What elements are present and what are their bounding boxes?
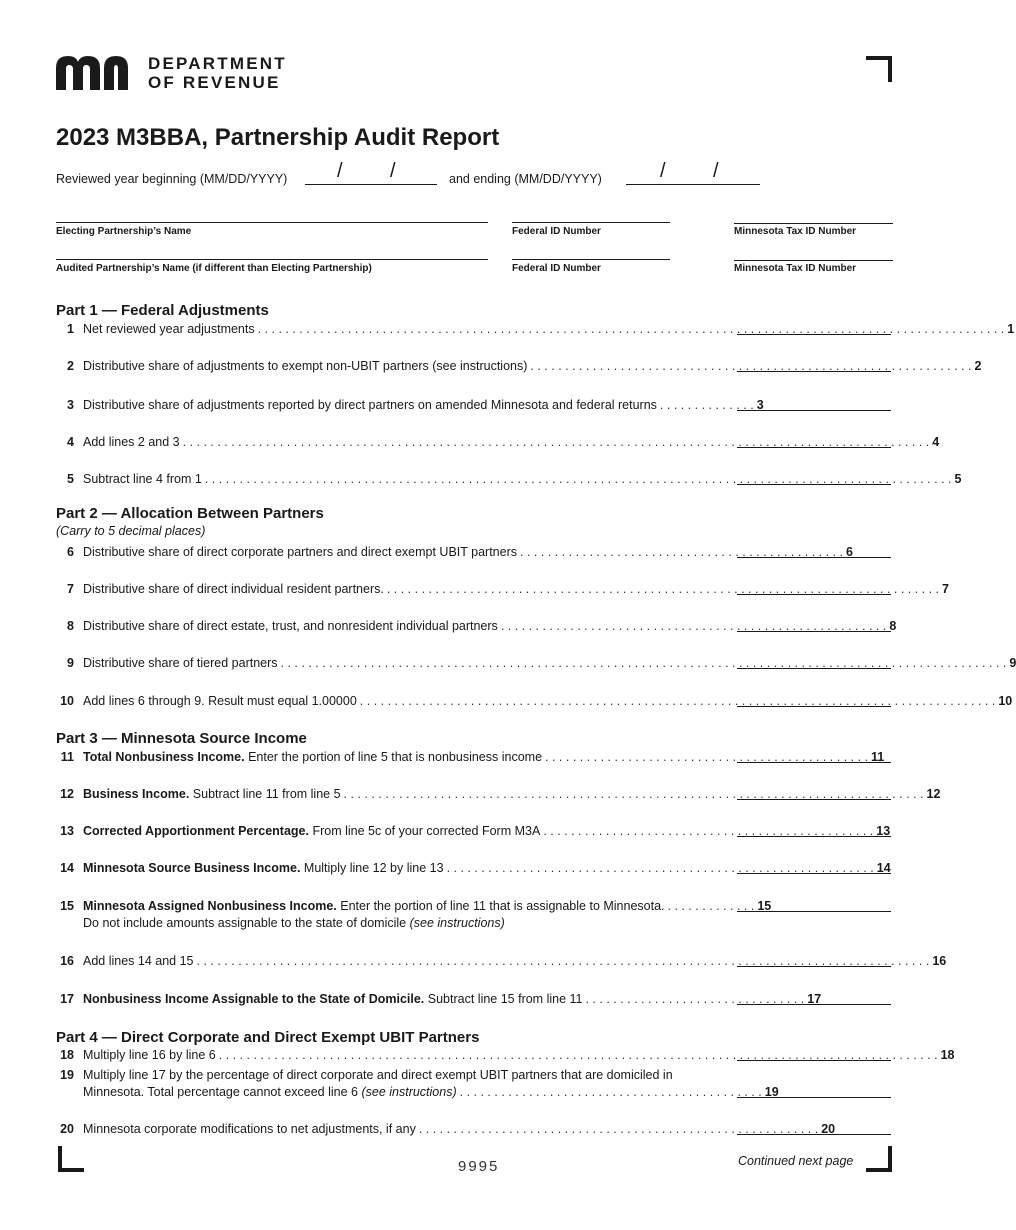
line-text-2: Minnesota. Total percentage cannot exceed line 6: [83, 1085, 358, 1099]
reviewed-end-date-field[interactable]: [626, 160, 760, 185]
line-ref: 10: [998, 694, 1013, 708]
line-text-2: Do not include amounts assignable to the state of domicile: [83, 916, 407, 930]
leader-dots: . . . . . . . . . . . . . . . . . . . . . . . . . . . . . . . . . . . . . . . . . . . . . . . . . . . . . . . . . . . . . . . . . . . . . . . . . . . . . . . . . . . . . . . . . . . . . . . . . . . . . . . .: [218, 1048, 938, 1062]
line-12-input[interactable]: [737, 781, 891, 800]
leader-dots: . . . . . . . . . . . . . . . . . . . . . . . . . . . . . . . .: [585, 992, 805, 1006]
line-ref: 12: [926, 787, 941, 801]
date-slash: /: [660, 160, 666, 182]
leader-dots: . . . . . . . . . . . . . . . . . . . . . . . . . . . . . . . . . . . . . . . . . . . .: [459, 1085, 762, 1099]
line-4-input[interactable]: [737, 429, 891, 448]
line-20-input[interactable]: [737, 1116, 891, 1135]
leader-dots: . . . . . . . . . . . . . .: [659, 398, 754, 412]
line-8-input[interactable]: [737, 613, 891, 632]
line-number: 19: [60, 1068, 74, 1082]
leader-dots: . . . . . . . . . . . . . . . . . . . . . . . . . . . . . . . . . . . . . . . . . . . . . . .: [520, 545, 843, 559]
line-ref: 6: [845, 545, 853, 559]
line-number: 20: [60, 1122, 74, 1136]
line-bold-text: Total Nonbusiness Income.: [83, 750, 245, 764]
line-number: 6: [67, 545, 74, 559]
line-ref: 8: [889, 619, 897, 633]
line-bold-text: Nonbusiness Income Assignable to the State of Domicile.: [83, 992, 425, 1006]
line-text: Minnesota corporate modifications to net adjustments, if any: [83, 1122, 416, 1136]
audited-partnership-name-field[interactable]: [56, 241, 488, 260]
electing-partnership-name-label: Electing Partnership’s Name: [56, 226, 192, 237]
line-italic-text: (see instructions): [361, 1085, 457, 1099]
form-title: 2023 M3BBA, Partnership Audit Report: [56, 124, 500, 151]
line-number: 7: [67, 582, 74, 596]
leader-dots: . . . . . . . . . . . . . . . . . . . . . . . . . . . . . . . . . . . . . . . . . . . . . . . . . . . . . . . . . . . . . . . . . . . . . . . . . . . . . . . . . . . . . . . . . . . . . . . . . . . . . . . . . . . .: [182, 435, 930, 449]
department-name: [148, 54, 287, 92]
date-slash: /: [713, 160, 719, 182]
line-number: 17: [60, 992, 74, 1006]
line-text: Subtract line 4 from 1: [83, 472, 202, 486]
line-text: Subtract line 15 from line 11: [427, 992, 583, 1006]
line-number: 13: [60, 824, 74, 838]
line-text: From line 5c of your corrected Form M3A: [312, 824, 541, 838]
line-11-input[interactable]: [737, 744, 891, 763]
reviewed-end-label: and ending (MM/DD/YYYY): [449, 172, 602, 186]
date-slash: /: [337, 160, 343, 182]
part-3-heading: Part 3 — Minnesota Source Income: [56, 730, 307, 747]
leader-dots: . . . . . . . . . . . . . . . . . . . . . . . . . . . . . . . . . . . . . . . . . . . . . . . .: [543, 824, 874, 838]
reviewed-begin-label: Reviewed year beginning (MM/DD/YYYY): [56, 172, 288, 186]
part-1-heading: Part 1 — Federal Adjustments: [56, 302, 269, 319]
continued-next-page: Continued next page: [738, 1154, 854, 1168]
line-10-input[interactable]: [737, 688, 891, 707]
leader-dots: . . . . . . . . . . . . . . . . . . . . . . . . . . . . . . . . . . . . . . . . . . . . . . . . . . . . . . . . . . . . . . . . . . . . . . . . . . . . . . . . . . . . . . . . . . . . . . . . . . . . . . . . .: [280, 656, 1007, 670]
reviewed-begin-date-field[interactable]: [305, 160, 437, 185]
line-text: Add lines 6 through 9. Result must equal 1.00000: [83, 694, 357, 708]
federal-id-label-2: Federal ID Number: [512, 263, 601, 274]
line-number: 14: [60, 861, 74, 875]
line-number: 4: [67, 435, 74, 449]
line-number: 2: [67, 359, 74, 373]
line-ref: 13: [876, 824, 891, 838]
line-number: 1: [67, 322, 74, 336]
line-13-input[interactable]: [737, 818, 891, 837]
part-2-heading: Part 2 — Allocation Between Partners: [56, 505, 324, 522]
mn-tax-id-label: Minnesota Tax ID Number: [734, 226, 857, 237]
line-ref: 3: [756, 398, 764, 412]
line-3-input[interactable]: [737, 392, 891, 411]
line-number: 15: [60, 899, 74, 913]
line-text: Add lines 2 and 3: [83, 435, 180, 449]
line-9-input[interactable]: [737, 650, 891, 669]
line-number: 11: [60, 750, 74, 764]
line-text: Multiply line 12 by line 13: [303, 861, 444, 875]
line-text: Net reviewed year adjustments: [83, 322, 255, 336]
mn-tax-id-field[interactable]: [734, 205, 893, 224]
line-ref: 14: [876, 861, 891, 875]
line-text: Multiply line 17 by the percentage of direct corporate and direct exempt UBIT partners that are domiciled in: [83, 1068, 673, 1082]
line-ref: 2: [974, 359, 982, 373]
federal-id-field-2[interactable]: [512, 241, 670, 260]
leader-dots: . . . . . . . . . . . . . . . . . . . . . . . . . . . . . . . . . . . . . . . . . . . . . . .: [545, 750, 869, 764]
leader-dots: . . . . . . . . . . . . . . . . . . . . . . . . . . . . . . . . . . . . . . . . . . . . . . . . . . . . . . . .: [500, 619, 887, 633]
line-text: Distributive share of direct estate, trust, and nonresident individual partners: [83, 619, 498, 633]
line-5-input[interactable]: [737, 466, 891, 485]
line-16-input[interactable]: [737, 948, 891, 967]
line-ref: 11: [871, 750, 885, 764]
leader-dots: . . . . . . . . . . . . .: [667, 899, 755, 913]
leader-dots: . . . . . . . . . . . . . . . . . . . . . . . . . . . . . . . . . . . . . . . . . . . . . . . . . . . . . . . . . . . . . . . . . . . . . . . . . . . . . . . .: [386, 582, 940, 596]
dept-line-2: OF REVENUE: [148, 73, 281, 92]
line-7-input[interactable]: [737, 576, 891, 595]
date-slash: /: [390, 160, 396, 182]
line-bold-text: Corrected Apportionment Percentage.: [83, 824, 309, 838]
line-text: Multiply line 16 by line 6: [83, 1048, 216, 1062]
line-ref: 1: [1007, 322, 1015, 336]
line-ref: 16: [932, 954, 947, 968]
line-bold-text: Minnesota Assigned Nonbusiness Income.: [83, 899, 337, 913]
line-ref: 9: [1009, 656, 1016, 670]
line-19-input[interactable]: [737, 1079, 891, 1098]
line-text: Enter the portion of line 5 that is nonbusiness income: [248, 750, 543, 764]
line-italic-text: (see instructions): [409, 916, 505, 930]
line-text: Distributive share of direct individual resident partners.: [83, 582, 384, 596]
dept-line-1: DEPARTMENT: [148, 54, 287, 73]
line-number: 18: [60, 1048, 74, 1062]
federal-id-field[interactable]: [512, 204, 670, 223]
line-text: Enter the portion of line 11 that is assignable to Minnesota.: [340, 899, 665, 913]
line-text: Distributive share of adjustments to exempt non-UBIT partners (see instructions): [83, 359, 528, 373]
line-number: 10: [60, 694, 74, 708]
line-ref: 19: [764, 1085, 779, 1099]
leader-dots: . . . . . . . . . . . . . . . . . . . . . . . . . . . . . . . . . . . . . . . . . . . . . . . . . . . . . . . . . . . . . .: [446, 861, 874, 875]
line-text: Distributive share of adjustments reported by direct partners on amended Minnesota and federal returns: [83, 398, 657, 412]
federal-id-label: Federal ID Number: [512, 226, 601, 237]
leader-dots: . . . . . . . . . . . . . . . . . . . . . . . . . . . . . . . . . . . . . . . . . . . . . . . . . . . . . . . . . . . . . . . . . . . . . . . . . . . . . . . . . . . . . . . . . . . . . . . . . . . . . . . . . .: [196, 954, 930, 968]
line-number: 9: [67, 656, 74, 670]
line-number: 12: [60, 787, 74, 801]
line-1-input[interactable]: [737, 316, 891, 335]
line-ref: 5: [954, 472, 962, 486]
line-number: 3: [67, 398, 74, 412]
leader-dots: . . . . . . . . . . . . . . . . . . . . . . . . . . . . . . . . . . . . . . . . . . . . . . . . . . . . . . . . . . . . . . . . . . . . . . . . . . . . . . . . . . . . . . . . . . . . . . . . . . . . . . . . . . . .: [204, 472, 952, 486]
line-ref: 17: [807, 992, 822, 1006]
audited-partnership-name-label: Audited Partnership’s Name (if different than Electing Partnership): [56, 263, 372, 274]
line-ref: 4: [932, 435, 940, 449]
leader-dots: . . . . . . . . . . . . . . . . . . . . . . . . . . . . . . . . . . . . . . . . . . . . . . . . . . . . . . . . . . . . . . . . . . . . . . . . . . . . . . . . . . . . . . . . . . . .: [359, 694, 996, 708]
part-4-heading: Part 4 — Direct Corporate and Direct Exempt UBIT Partners: [56, 1029, 480, 1046]
line-bold-text: Business Income.: [83, 787, 190, 801]
line-text: Distributive share of tiered partners: [83, 656, 278, 670]
line-number: 16: [60, 954, 74, 968]
mn-tax-id-label-2: Minnesota Tax ID Number: [734, 263, 857, 274]
line-ref: 20: [821, 1122, 836, 1136]
line-text: Add lines 14 and 15: [83, 954, 194, 968]
leader-dots: . . . . . . . . . . . . . . . . . . . . . . . . . . . . . . . . . . . . . . . . . . . . . . . . . . . . . . . . . . . . . . . . . . . . . . . . . . . . . . . . . . . .: [343, 787, 924, 801]
line-number: 5: [67, 472, 74, 486]
line-2-input[interactable]: [737, 353, 891, 372]
line-bold-text: Minnesota Source Business Income.: [83, 861, 301, 875]
minnesota-logo-icon: [56, 56, 136, 90]
leader-dots: . . . . . . . . . . . . . . . . . . . . . . . . . . . . . . . . . . . . . . . . . . . . . . . . . . . . . . . . . .: [418, 1122, 819, 1136]
part-2-note: (Carry to 5 decimal places): [56, 524, 206, 538]
form-code: 9995: [458, 1158, 500, 1175]
line-ref: 18: [940, 1048, 955, 1062]
electing-partnership-name-field[interactable]: [56, 204, 488, 223]
line-6-input[interactable]: [737, 539, 891, 558]
line-text: Subtract line 11 from line 5: [192, 787, 341, 801]
line-text: Distributive share of direct corporate partners and direct exempt UBIT partners: [83, 545, 517, 559]
line-14-input[interactable]: [737, 855, 891, 874]
mn-tax-id-field-2[interactable]: [734, 242, 893, 261]
leader-dots: . . . . . . . . . . . . . . . . . . . . . . . . . . . . . . . . . . . . . . . . . . . . . . . . . . . . . . . . . . . . . . . . . . . . . . . . . . . . . . . . . . . . . . . . . . . . . . . . . . . . . . . . . . . .: [257, 322, 1005, 336]
corner-mark-top-right: [866, 56, 892, 82]
line-number: 8: [67, 619, 74, 633]
line-17-input[interactable]: [737, 986, 891, 1005]
leader-dots: . . . . . . . . . . . . . . . . . . . . . . . . . . . . . . . . . . . . . . . . . . . . . . . . . . . . . . . . . . . . . . . .: [530, 359, 972, 373]
line-18-input[interactable]: [737, 1042, 891, 1061]
line-ref: 15: [757, 899, 772, 913]
line-15-input[interactable]: [737, 893, 891, 912]
corner-mark-bottom-left: [58, 1146, 84, 1172]
line-ref: 7: [942, 582, 949, 596]
corner-mark-bottom-right: [866, 1146, 892, 1172]
